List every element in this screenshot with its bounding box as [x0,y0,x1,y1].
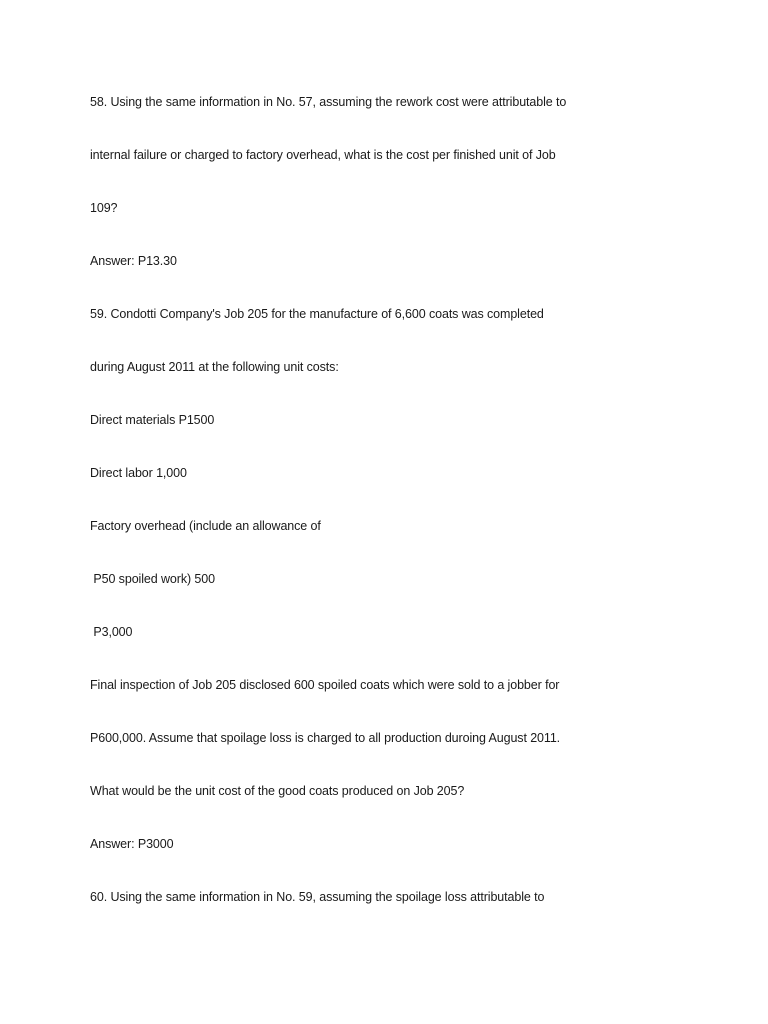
cost-item-spoiled-work-allowance: P50 spoiled work) 500 [90,572,215,586]
answer-q59: Answer: P3000 [90,837,174,851]
text-line-q58-continued: internal failure or charged to factory overhead, what is the cost per finished unit of Job [90,148,556,162]
text-line-spoilage-assumption: P600,000. Assume that spoilage loss is charged to all production duroing August 2011. [90,731,561,745]
cost-item-factory-overhead: Factory overhead (include an allowance of [90,519,321,533]
cost-item-direct-labor: Direct labor 1,000 [90,466,187,480]
text-line-q59-intro: 59. Condotti Company's Job 205 for the manufacture of 6,600 coats was completed [90,307,544,321]
text-line-q60-intro: 60. Using the same information in No. 59, assuming the spoilage loss attributable to [90,890,545,904]
cost-total: P3,000 [90,625,133,639]
answer-q58: Answer: P13.30 [90,254,177,268]
text-line-q58-intro: 58. Using the same information in No. 57, assuming the rework cost were attributable to [90,95,567,109]
text-line-q59-question: What would be the unit cost of the good coats produced on Job 205? [90,784,465,798]
document-text-body [90,92,730,940]
text-line-q58-end: 109? [90,201,118,215]
text-line-q59-continued: during August 2011 at the following unit costs: [90,360,339,374]
cost-item-direct-materials: Direct materials P1500 [90,413,215,427]
text-line-inspection: Final inspection of Job 205 disclosed 600 spoiled coats which were sold to a jobber for [90,678,560,692]
